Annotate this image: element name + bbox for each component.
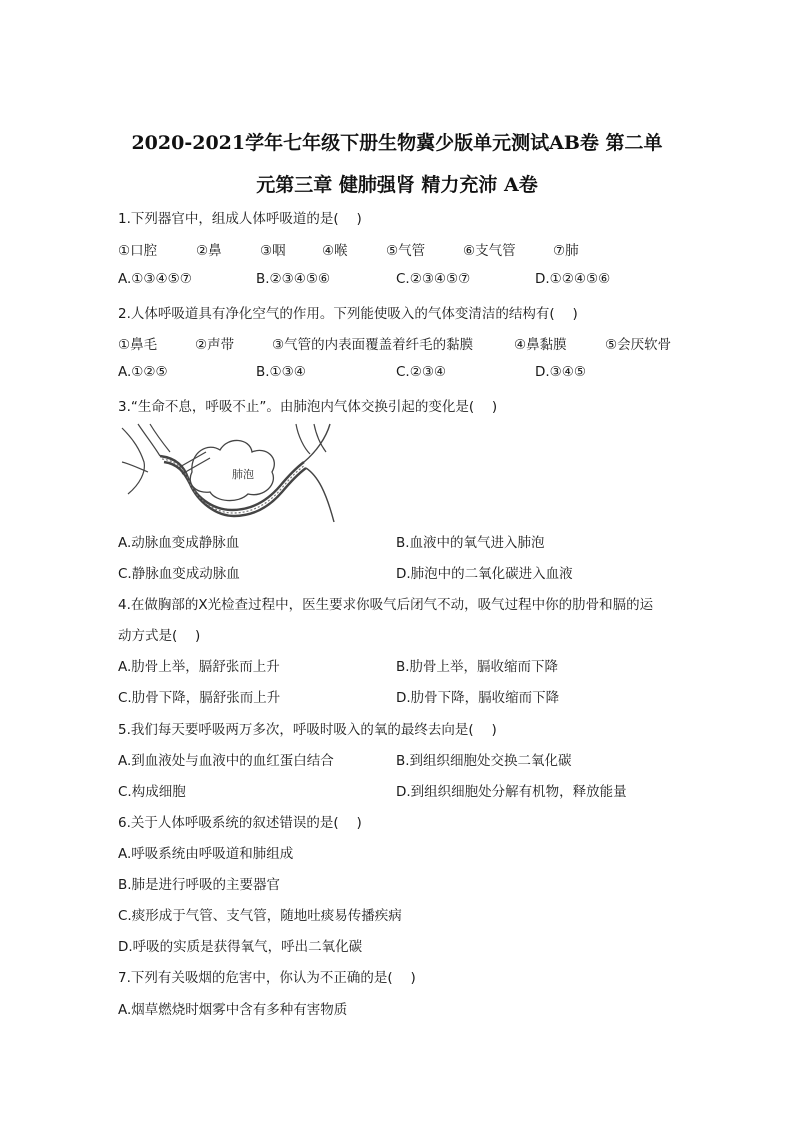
option-c: C.静脉血变成动脉血 <box>118 566 240 582</box>
list-item: ①鼻毛 <box>118 337 158 353</box>
option-b: B.到组织细胞处交换二氧化碳 <box>396 753 572 769</box>
alveolus-figure <box>120 422 338 524</box>
list-item: ③气管的内表面覆盖着纤毛的黏膜 <box>272 337 474 353</box>
option-a: A.到血液处与血液中的血红蛋白结合 <box>118 753 334 769</box>
question-stem: 2.人体呼吸道具有净化空气的作用。下列能使吸入的气体变清洁的结构有( ) <box>118 306 578 322</box>
list-item: ①口腔 <box>118 243 158 259</box>
question-stem: 1.下列器官中，组成人体呼吸道的是( ) <box>118 211 362 227</box>
option-d: D.肋骨下降，膈收缩而下降 <box>396 690 560 706</box>
option-b: B.肺是进行呼吸的主要器官 <box>118 877 281 893</box>
option-d: D.到组织细胞处分解有机物，释放能量 <box>396 784 627 800</box>
option-b: B.血液中的氧气进入肺泡 <box>396 535 545 551</box>
list-item: ⑥支气管 <box>463 243 516 259</box>
option-d: D.③④⑤ <box>535 364 586 380</box>
list-item: ④鼻黏膜 <box>514 337 567 353</box>
option-d: D.①②④⑤⑥ <box>535 271 611 287</box>
list-item: ④喉 <box>322 243 348 259</box>
option-a: A.肋骨上举，膈舒张而上升 <box>118 659 280 675</box>
title-line-2: 元第三章 健肺强肾 精力充沛 A卷 <box>256 174 538 196</box>
option-a: A.烟草燃烧时烟雾中含有多种有害物质 <box>118 1002 348 1018</box>
option-b: B.①③④ <box>256 364 306 380</box>
option-d: D.呼吸的实质是获得氧气，呼出二氧化碳 <box>118 939 363 955</box>
question-stem-line-1: 4.在做胸部的X光检查过程中，医生要求你吸气后闭气不动，吸气过程中你的肋骨和膈的运 <box>118 597 654 613</box>
question-stem: 5.我们每天要呼吸两万多次，呼吸时吸入的氧的最终去向是( ) <box>118 722 497 738</box>
option-a: A.动脉血变成静脉血 <box>118 535 240 551</box>
list-item: ③咽 <box>260 243 286 259</box>
list-item: ⑤会厌软骨 <box>605 337 672 353</box>
option-c: C.痰形成于气管、支气管，随地吐痰易传播疾病 <box>118 908 402 924</box>
list-item: ⑦肺 <box>553 243 579 259</box>
list-item: ②鼻 <box>196 243 222 259</box>
option-c: C.肋骨下降，膈舒张而上升 <box>118 690 281 706</box>
question-stem: 7.下列有关吸烟的危害中，你认为不正确的是( ) <box>118 970 416 986</box>
option-a: A.①③④⑤⑦ <box>118 271 192 287</box>
alveolus-label: 肺泡 <box>232 468 254 481</box>
option-a: A.呼吸系统由呼吸道和肺组成 <box>118 846 294 862</box>
question-stem: 3.“生命不息，呼吸不止”。由肺泡内气体交换引起的变化是( ) <box>118 399 498 415</box>
option-b: B.②③④⑤⑥ <box>256 271 331 287</box>
option-d: D.肺泡中的二氧化碳进入血液 <box>396 566 573 582</box>
option-b: B.肋骨上举，膈收缩而下降 <box>396 659 559 675</box>
list-item: ⑤气管 <box>386 243 426 259</box>
option-a: A.①②⑤ <box>118 364 168 380</box>
option-c: C.构成细胞 <box>118 784 186 800</box>
question-stem: 6.关于人体呼吸系统的叙述错误的是( ) <box>118 815 362 831</box>
question-stem-line-2: 动方式是( ) <box>118 628 201 644</box>
option-c: C.②③④ <box>396 364 447 380</box>
list-item: ②声带 <box>195 337 235 353</box>
option-c: C.②③④⑤⑦ <box>396 271 471 287</box>
title-line-1: 2020-2021学年七年级下册生物冀少版单元测试AB卷 第二单 <box>131 132 663 154</box>
